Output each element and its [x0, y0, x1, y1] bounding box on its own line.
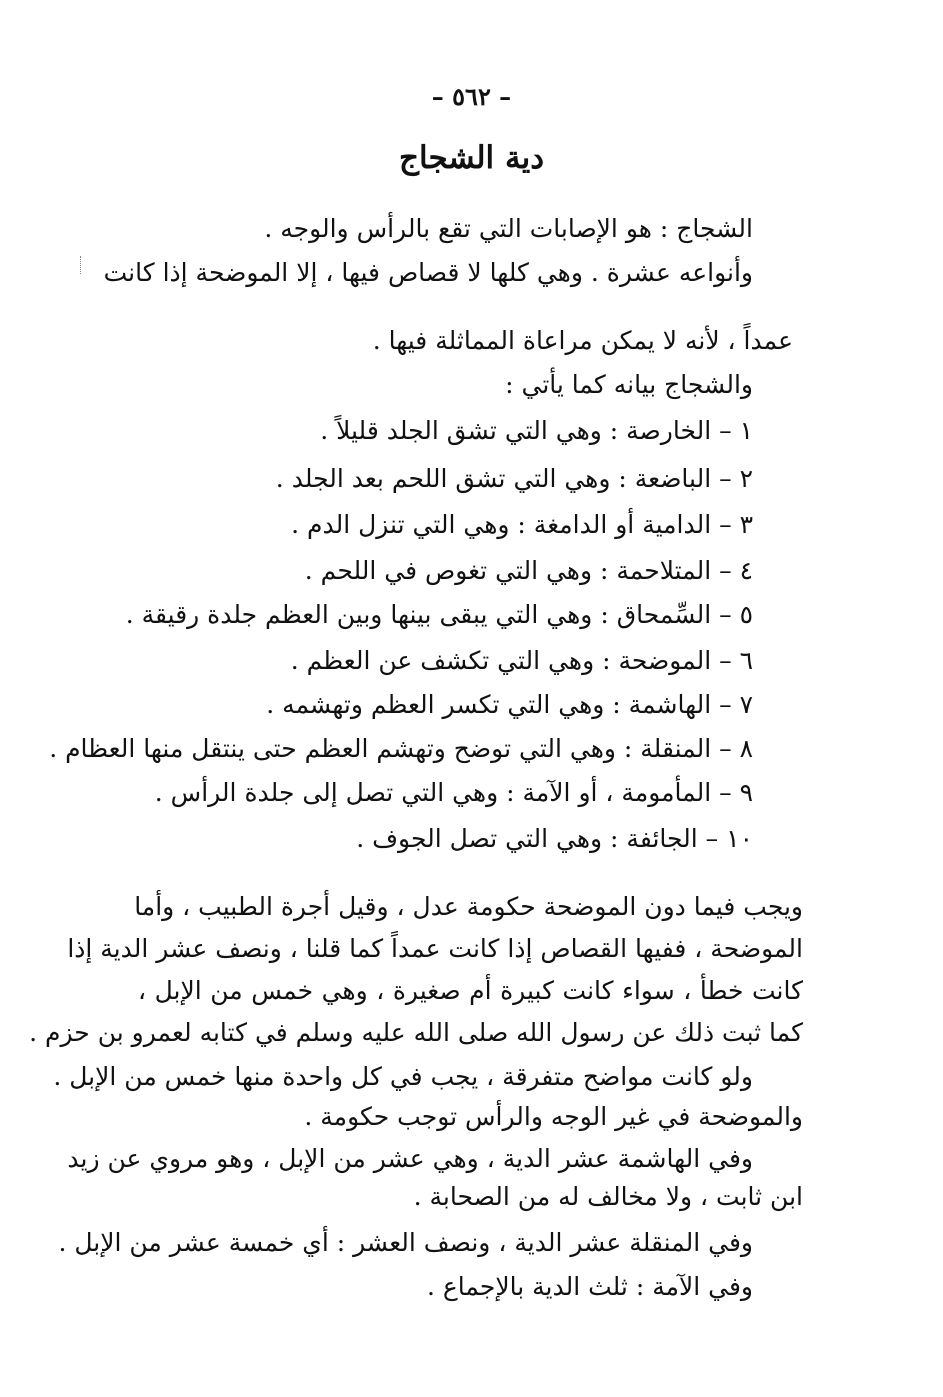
- body-p1-line-2: الموضحة ، ففيها القصاص إذا كانت عمداً كما قلنا ، ونصف عشر الدية إذا: [67, 934, 803, 963]
- body-p1-line-1: ويجب فيما دون الموضحة حكومة عدل ، وقيل أجرة الطبيب ، وأما: [134, 892, 803, 921]
- type-item-2: ٢ – الباضعة : وهي التي تشق اللحم بعد الجلد .: [275, 464, 753, 493]
- body-p3-line-2: ابن ثابت ، ولا مخالف له من الصحابة .: [413, 1182, 803, 1211]
- intro-line-4: والشجاج بيانه كما يأتي :: [505, 370, 753, 399]
- type-item-3: ٣ – الدامية أو الدامغة : وهي التي تنزل الدم .: [291, 510, 753, 539]
- body-p1-line-4: كما ثبت ذلك عن رسول الله صلى الله عليه وسلم في كتابه لعمرو بن حزم .: [29, 1018, 803, 1047]
- body-p5: وفي الآمة : ثلث الدية بالإجماع .: [426, 1272, 753, 1301]
- body-p3-line-1: وفي الهاشمة عشر الدية ، وهي عشر من الإبل ، وهو مروي عن زيد: [67, 1144, 753, 1173]
- type-item-4: ٤ – المتلاحمة : وهي التي تغوص في اللحم .: [304, 556, 753, 585]
- body-p4: وفي المنقلة عشر الدية ، ونصف العشر : أي خمسة عشر من الإبل .: [58, 1228, 753, 1257]
- page-number: – ٥٦٢ –: [431, 82, 512, 111]
- margin-mark: [80, 256, 85, 274]
- type-item-10: ١٠ – الجائفة : وهي التي تصل الجوف .: [356, 824, 753, 853]
- body-p1-line-3: كانت خطأ ، سواء كانت كبيرة أم صغيرة ، وهي خمس من الإبل ،: [138, 976, 803, 1005]
- type-item-9: ٩ – المأمومة ، أو الآمة : وهي التي تصل إلى جلدة الرأس .: [154, 778, 753, 807]
- type-item-6: ٦ – الموضحة : وهي التي تكشف عن العظم .: [290, 646, 753, 675]
- type-item-7: ٧ – الهاشمة : وهي التي تكسر العظم وتهشمه .: [266, 690, 753, 719]
- type-item-1: ١ – الخارصة : وهي التي تشق الجلد قليلاً .: [320, 416, 753, 445]
- intro-line-2: وأنواعه عشرة . وهي كلها لا قصاص فيها ، إلا الموضحة إذا كانت: [103, 258, 753, 287]
- section-title: دية الشجاج: [398, 140, 545, 176]
- type-item-5: ٥ – السِّمحاق : وهي التي يبقى بينها وبين العظم جلدة رقيقة .: [125, 600, 753, 629]
- type-item-8: ٨ – المنقلة : وهي التي توضح وتهشم العظم حتى ينتقل منها العظام .: [49, 734, 753, 763]
- body-p2-line-1: ولو كانت مواضح متفرقة ، يجب في كل واحدة منها خمس من الإبل .: [53, 1062, 753, 1091]
- intro-line-3: عمداً ، لأنه لا يمكن مراعاة المماثلة فيها .: [372, 326, 793, 355]
- intro-line-1: الشجاج : هو الإصابات التي تقع بالرأس والوجه .: [264, 214, 753, 243]
- body-p2-line-2: والموضحة في غير الوجه والرأس توجب حكومة .: [304, 1102, 803, 1131]
